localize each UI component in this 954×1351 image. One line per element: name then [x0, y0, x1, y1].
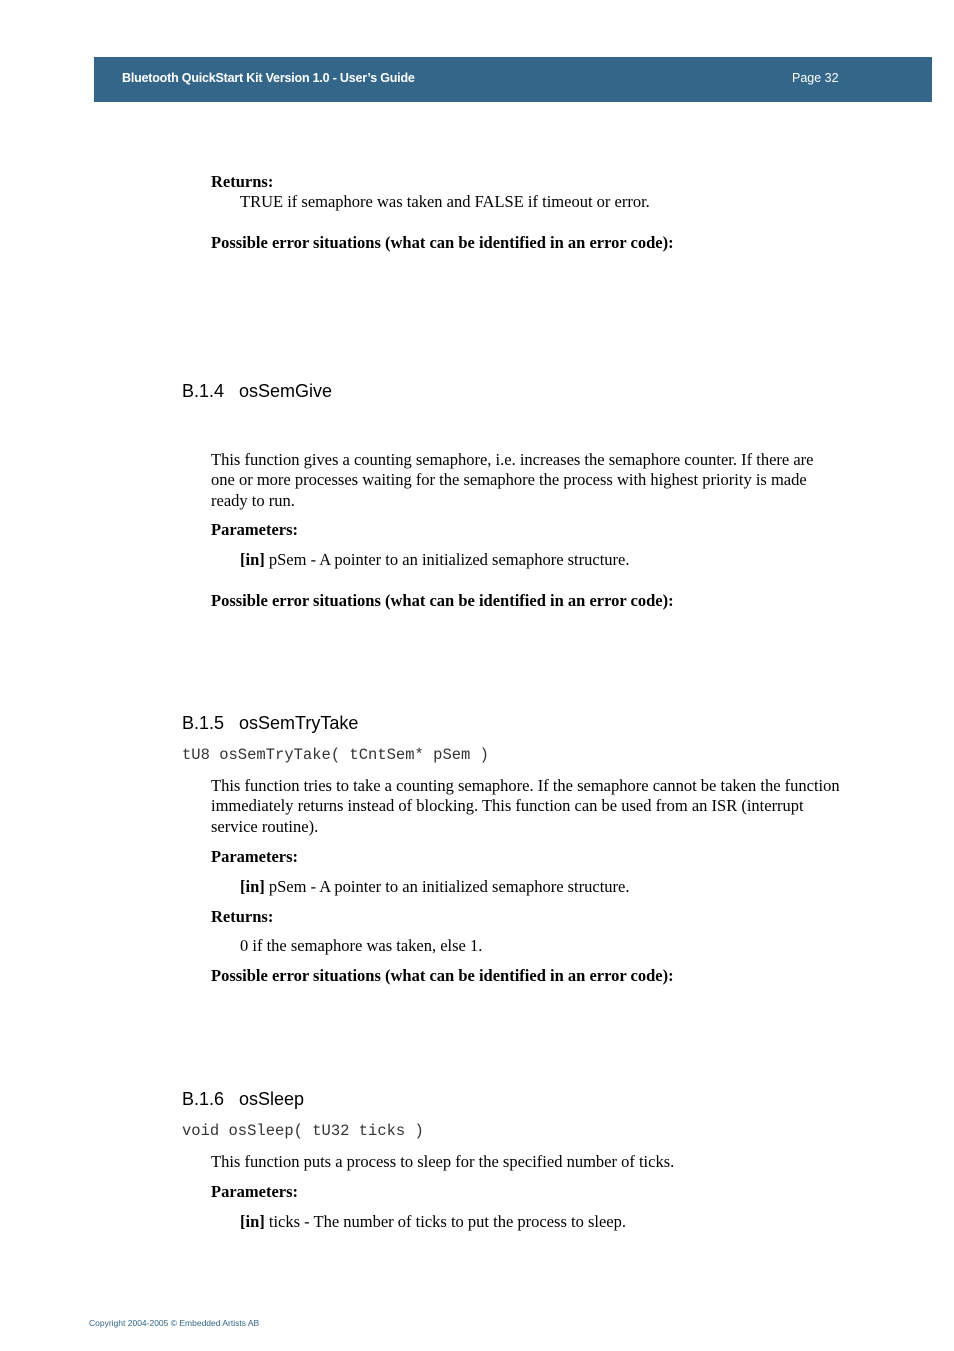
param-direction: [in]: [240, 1212, 265, 1231]
section-title: osSleep: [239, 1089, 305, 1109]
section-description: This function puts a process to sleep for the specified number of ticks.: [211, 1152, 675, 1171]
section-heading-ossemgive: [182, 381, 332, 402]
parameter-item: [240, 877, 630, 897]
document-title: Bluetooth QuickStart Kit Version 1.0 - User’s Guide: [122, 71, 415, 85]
param-direction: [in]: [240, 877, 265, 896]
section-description: This function gives a counting semaphore, i.e. increases the semaphore counter. If there are one or more processes waiting for the semaphore the process with highest priority is made ready to run.: [211, 450, 814, 510]
returns-label: Returns:: [211, 907, 274, 926]
error-situations-label: Possible error situations (what can be identified in an error code):: [211, 233, 674, 252]
function-signature: tU8 osSemTryTake( tCntSem* pSem ): [182, 746, 489, 764]
page-number: Page 32: [792, 71, 839, 85]
param-description: pSem - A pointer to an initialized semaphore structure.: [264, 550, 630, 569]
section-title: osSemGive: [239, 381, 333, 401]
parameters-label: Parameters:: [211, 520, 299, 539]
returns-text: TRUE if semaphore was taken and FALSE if timeout or error.: [240, 192, 650, 211]
section-number: B.1.5: [182, 713, 225, 733]
section-title: osSemTryTake: [239, 713, 359, 733]
section-number: B.1.6: [182, 1089, 225, 1109]
param-description: ticks - The number of ticks to put the process to sleep.: [264, 1212, 626, 1231]
parameters-label: Parameters:: [211, 1182, 299, 1201]
param-direction: [in]: [240, 550, 265, 569]
parameter-item: [240, 1212, 626, 1232]
param-description: pSem - A pointer to an initialized semaphore structure.: [264, 877, 630, 896]
parameter-item: [240, 550, 630, 570]
function-signature: void osSleep( tU32 ticks ): [182, 1122, 424, 1140]
returns-label: Returns:: [211, 172, 274, 191]
error-situations-label: Possible error situations (what can be identified in an error code):: [211, 966, 674, 985]
error-situations-label: Possible error situations (what can be identified in an error code):: [211, 591, 674, 610]
parameters-label: Parameters:: [211, 847, 299, 866]
footer-copyright: Copyright 2004-2005 © Embedded Artists AB: [89, 1318, 260, 1328]
section-heading-ossemtrytake: [182, 713, 358, 734]
page-header: [94, 57, 932, 102]
returns-text: 0 if the semaphore was taken, else 1.: [240, 936, 483, 955]
section-description: This function tries to take a counting semaphore. If the semaphore cannot be taken the function immediately returns instead of blocking. This function can be used from an ISR (interrupt service routine).: [211, 776, 840, 836]
section-number: B.1.4: [182, 381, 225, 401]
section-heading-ossleep: [182, 1089, 304, 1110]
